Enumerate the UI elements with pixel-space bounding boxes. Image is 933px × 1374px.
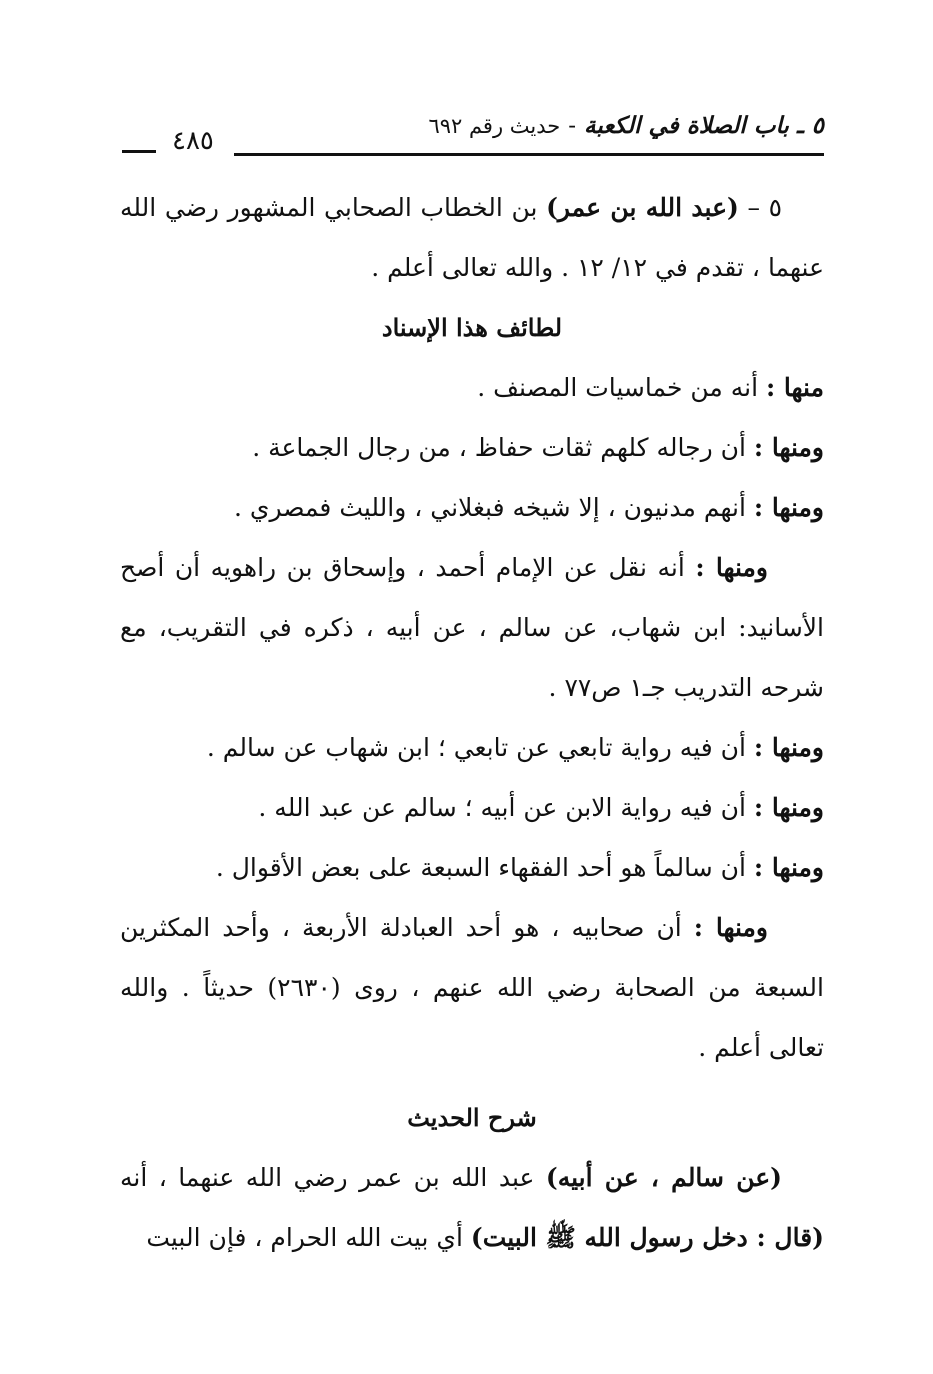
item-text: أن فيه رواية تابعي عن تابعي ؛ ابن شهاب عن سالم . bbox=[206, 733, 746, 762]
sharh-paragraph bbox=[120, 1148, 824, 1268]
item-lead: ومنها : bbox=[753, 793, 824, 822]
narrator-name: (عبد الله بن عمر) bbox=[546, 193, 739, 222]
section-heading-sharh: شرح الحديث bbox=[407, 1103, 537, 1132]
item-lead: منها : bbox=[765, 373, 824, 402]
item-text: أنه نقل عن الإمام أحمد ، وإسحاق بن راهويه أن أصح الأسانيد: ابن شهاب، عن سالم ، عن أبيه ، ذكره في التقريب، مع شرحه التدريب جـ١ ص٧٧ . bbox=[120, 553, 824, 702]
quoted-hadith: (قال : دخل رسول الله ﷺ البيت) bbox=[470, 1223, 824, 1252]
note-number: ٥ – bbox=[747, 193, 783, 222]
chapter-title bbox=[428, 112, 824, 139]
item-lead: ومنها : bbox=[753, 493, 824, 522]
item-text: أن صحابيه ، هو أحد العبادلة الأربعة ، وأحد المكثرين السبعة من الصحابة رضي الله عنهم ، روى (٢٦٣٠) حديثاً . والله تعالى أعلم . bbox=[120, 913, 824, 1062]
item-lead: ومنها : bbox=[753, 853, 824, 882]
item-lead: ومنها : bbox=[753, 733, 824, 762]
list-item bbox=[120, 418, 824, 478]
list-item bbox=[120, 838, 824, 898]
sharh-text-1: عبد الله بن عمر رضي الله عنهما ، أنه bbox=[120, 1163, 535, 1192]
item-lead: ومنها : bbox=[753, 433, 824, 462]
item-text: أن فيه رواية الابن عن أبيه ؛ سالم عن عبد الله . bbox=[258, 793, 746, 822]
page-number: ٤٨٥ bbox=[172, 126, 214, 156]
note-5 bbox=[120, 178, 824, 298]
page-number-rule bbox=[122, 150, 156, 153]
section-heading-lataif: لطائف هذا الإسناد bbox=[381, 313, 563, 342]
running-header bbox=[122, 112, 824, 158]
list-item bbox=[120, 358, 824, 418]
header-separator: - bbox=[568, 113, 577, 139]
chapter-name: ٥ ـ باب الصلاة في الكعبة bbox=[584, 112, 824, 139]
list-item bbox=[120, 898, 824, 1078]
quoted-narrators: (عن سالم ، عن أبيه) bbox=[545, 1163, 782, 1192]
list-item bbox=[120, 718, 824, 778]
hadith-number: حديث رقم ٦٩٢ bbox=[428, 114, 561, 138]
list-item bbox=[120, 538, 824, 718]
header-rule bbox=[234, 153, 824, 156]
item-text: أنه من خماسيات المصنف . bbox=[477, 373, 759, 402]
sharh-text-2: أي بيت الله الحرام ، فإن البيت bbox=[146, 1223, 463, 1252]
list-item bbox=[120, 478, 824, 538]
item-text: أن رجاله كلهم ثقات حفاظ ، من رجال الجماعة . bbox=[252, 433, 746, 462]
item-lead: ومنها : bbox=[695, 553, 768, 582]
item-text: أن سالماً هو أحد الفقهاء السبعة على بعض الأقوال . bbox=[215, 853, 746, 882]
item-lead: ومنها : bbox=[693, 913, 768, 942]
note-text: بن الخطاب الصحابي المشهور رضي الله عنهما ، تقدم في ١٢/ ١٢ . والله تعالى أعلم . bbox=[120, 193, 824, 282]
item-text: أنهم مدنيون ، إلا شيخه فبغلاني ، والليث فمصري . bbox=[234, 493, 746, 522]
page-body bbox=[120, 178, 824, 1268]
list-item bbox=[120, 778, 824, 838]
